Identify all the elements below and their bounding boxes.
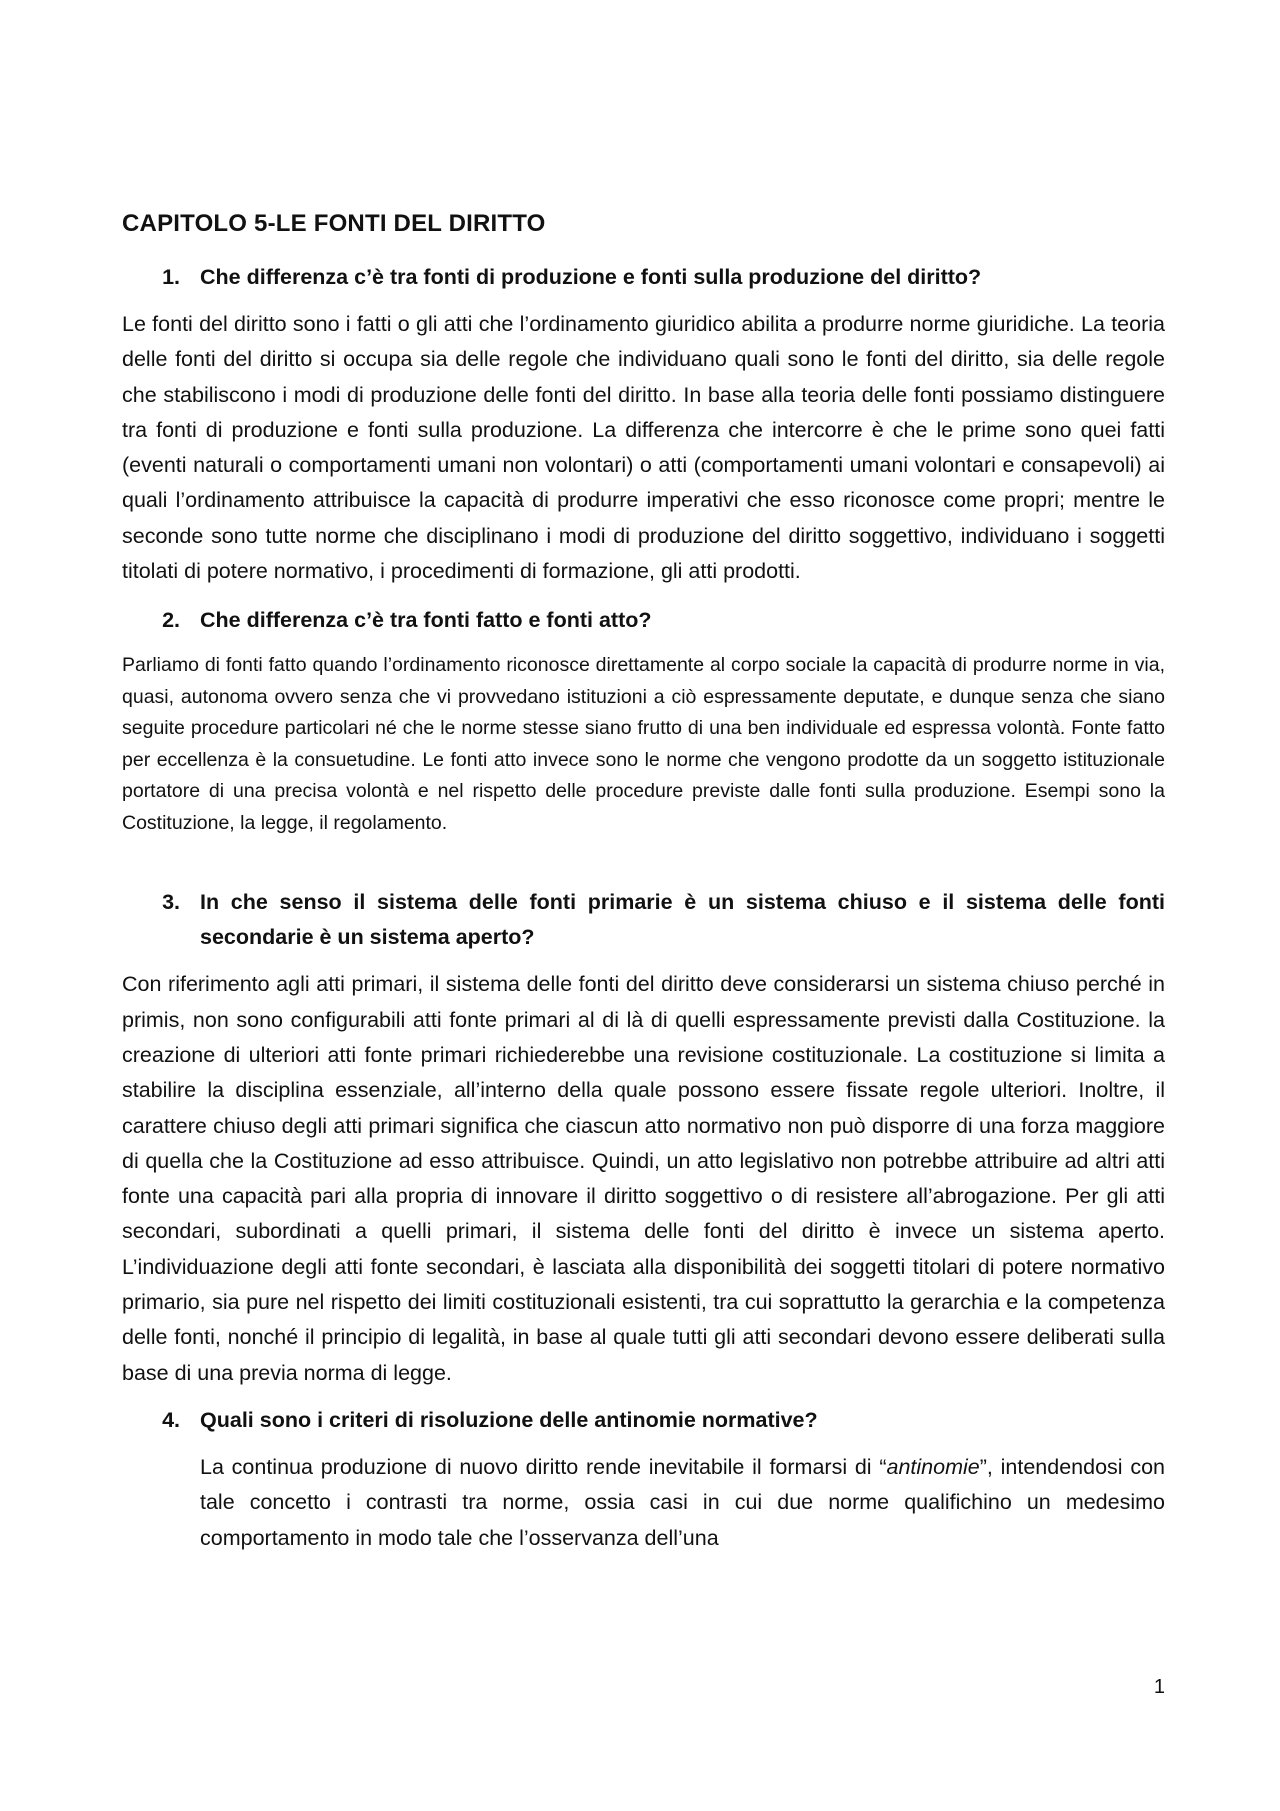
answer-paragraph-3: Con riferimento agli atti primari, il sistema delle fonti del diritto deve considerarsi un sistema chiuso perché in primis, non sono configurabili atti fonte primari al di là di quelli espressamente previsti dalla Costituzione. la creazione di ulteriori atti fonte primari richiederebbe una revisione costituzionale. La costituzione si limita a stabilire la disciplina essenziale, all’interno della quale possono essere fissate regole ulteriori. Inoltre, il carattere chiuso degli atti primari significa che ciascun atto normativo non può disporre di una forza maggiore di quella che la Costituzione ad esso attribuisce. Quindi, un atto legislativo non potrebbe attribuire ad altri atti fonte una capacità pari alla propria di innovare il diritto soggettivo o di resistere all’abrogazione. Per gli atti secondari, subordinati a quelli primari, il sistema delle fonti del diritto è invece un sistema aperto. L’individuazione degli atti fonte secondari, è lasciata alla disponibilità dei soggetti titolari di potere normativo primario, sia pure nel rispetto dei limiti costituzionali esistenti, tra cui soprattutto la gerarchia e la competenza delle fonti, nonché il principio di legalità, in base al quale tutti gli atti secondari devono essere deliberati sulla base di una previa norma di legge. [122, 972, 1165, 1385]
document-body [122, 210, 1165, 1570]
answer-text-after: ”, intendendosi con tale concetto i contrasti tra norme, ossia casi in cui due norme qualifichino un medesimo comportamento in modo tale che l’osservanza dell’una [200, 1454, 1165, 1550]
question-heading-4 [122, 1403, 1165, 1438]
answer-paragraph-4 [200, 1450, 1165, 1556]
question-heading-2 [122, 603, 1165, 638]
page-number: 1 [1153, 1676, 1165, 1698]
question-number: 1. [162, 265, 180, 289]
answer-text-before: La continua produzione di nuovo diritto rende inevitabile il formarsi di “ [200, 1454, 887, 1479]
question-text: Che differenza c’è tra fonti fatto e fonti atto? [200, 608, 652, 633]
question-number: 2. [162, 608, 180, 633]
question-text: Che differenza c’è tra fonti di produzione e fonti sulla produzione del diritto? [200, 265, 982, 289]
question-text: In che senso il sistema delle fonti primarie è un sistema chiuso e il sistema delle fonti secondarie è un sistema aperto? [200, 890, 1165, 950]
answer-paragraph-1: Le fonti del diritto sono i fatti o gli atti che l’ordinamento giuridico abilita a produrre norme giuridiche. La teoria delle fonti del diritto si occupa sia delle regole che individuano quali sono le fonti del diritto, sia delle regole che stabiliscono i modi di produzione delle fonti del diritto. In base alla teoria delle fonti possiamo distinguere tra fonti di produzione e fonti sulla produzione. La differenza che intercorre è che le prime sono quei fatti (eventi naturali o comportamenti umani non volontari) o atti (comportamenti umani volontari e consapevoli) ai quali l’ordinamento attribuisce la capacità di produrre imperativi che esso riconosce come propri; mentre le seconde sono tutte norme che disciplinano i modi di produzione del diritto soggettivo, individuano i soggetti titolati di potere normativo, i procedimenti di formazione, gli atti prodotti. [122, 312, 1165, 584]
antinomie-term: antinomie [886, 1454, 980, 1479]
question-heading-3 [122, 885, 1165, 955]
question-number: 4. [162, 1407, 180, 1432]
question-text: Quali sono i criteri di risoluzione delle antinomie normative? [200, 1407, 818, 1432]
answer-paragraph-2: Parliamo di fonti fatto quando l’ordinamento riconosce direttamente al corpo sociale la capacità di produrre norme in via, quasi, autonoma ovvero senza che vi provvedano istituzioni a ciò espressamente deputate, e dunque senza che siano seguite procedure particolari né che le norme stesse siano frutto di una ben individuale ed espressa volontà. Fonte fatto per eccellenza è la consuetudine. Le fonti atto invece sono le norme che vengono prodotte da un soggetto istituzionale portatore di una precisa volontà e nel rispetto delle procedure previste dalle fonti sulla produzione. Esempi sono la Costituzione, la legge, il regolamento. [122, 654, 1165, 834]
question-number: 3. [162, 890, 180, 915]
question-heading-1 [122, 260, 1165, 295]
chapter-title: CAPITOLO 5-LE FONTI DEL DIRITTO [122, 210, 546, 237]
